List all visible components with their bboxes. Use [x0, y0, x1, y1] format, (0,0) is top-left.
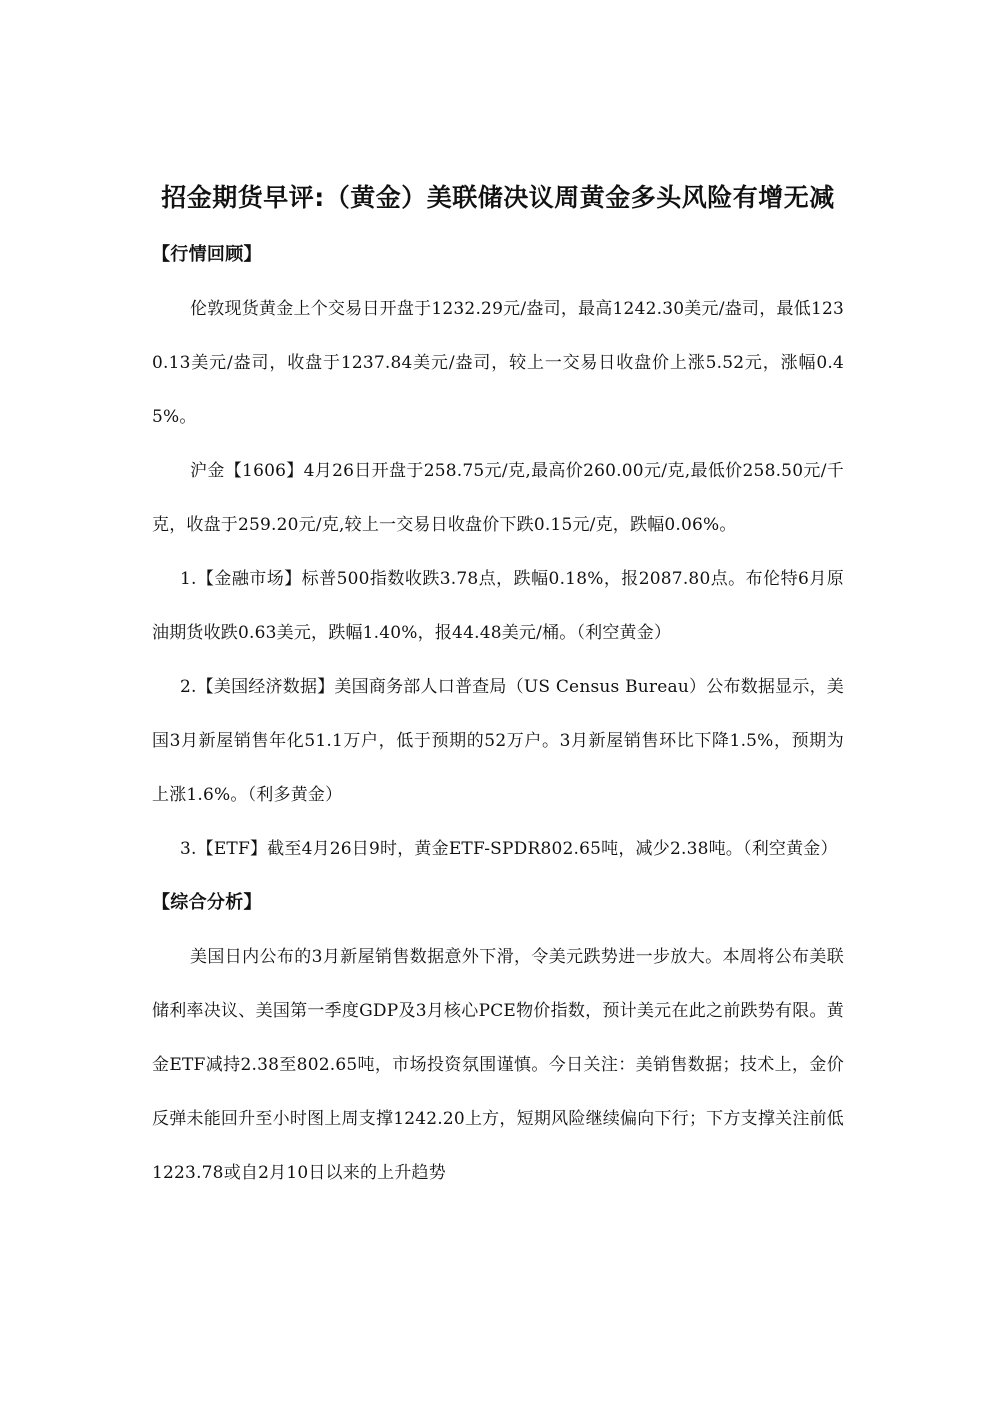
paragraph-shanghai-gold: 沪金【1606】4月26日开盘于258.75元/克,最高价260.00元/克,最低价258.50元/千克，收盘于259.20元/克,较上一交易日收盘价下跌0.15元/克，跌幅0.06%。 — [152, 461, 844, 535]
paragraph-analysis: 美国日内公布的3月新屋销售数据意外下滑，令美元跌势进一步放大。本周将公布美联储利率决议、美国第一季度GDP及3月核心PCE物价指数，预计美元在此之前跌势有限。黄金ETF减持2.38至802.65吨，市场投资氛围谨慎。今日关注：美销售数据；技术上，金价反弹未能回升至小时图上周支撑1242.20上方，短期风险继续偏向下行；下方支撑关注前低1223.78或自2月10日以来的上升趋势 — [152, 947, 844, 1183]
news-item-financial-market: 1.【金融市场】标普500指数收跌3.78点，跌幅0.18%，报2087.80点。布伦特6月原油期货收跌0.63美元，跌幅1.40%，报44.48美元/桶。（利空黄金） — [152, 569, 844, 643]
section-heading-analysis: 【综合分析】 — [152, 892, 262, 913]
paragraph-london-gold: 伦敦现货黄金上个交易日开盘于1232.29元/盎司，最高1242.30美元/盎司，最低1230.13美元/盎司，收盘于1237.84美元/盎司，较上一交易日收盘价上涨5.52元，涨幅0.45%。 — [152, 299, 844, 427]
document-page — [152, 172, 844, 1200]
document-title: 招金期货早评:（黄金）美联储决议周黄金多头风险有增无减 — [161, 183, 835, 212]
news-item-us-economic-data: 2.【美国经济数据】美国商务部人口普查局（US Census Bureau）公布数据显示，美国3月新屋销售年化51.1万户，低于预期的52万户。3月新屋销售环比下降1.5%，预期为上涨1.6%。（利多黄金） — [152, 677, 844, 805]
news-item-etf: 3.【ETF】截至4月26日9时，黄金ETF-SPDR802.65吨，减少2.38吨。（利空黄金） — [180, 839, 838, 859]
section-heading-market-review: 【行情回顾】 — [152, 244, 262, 265]
